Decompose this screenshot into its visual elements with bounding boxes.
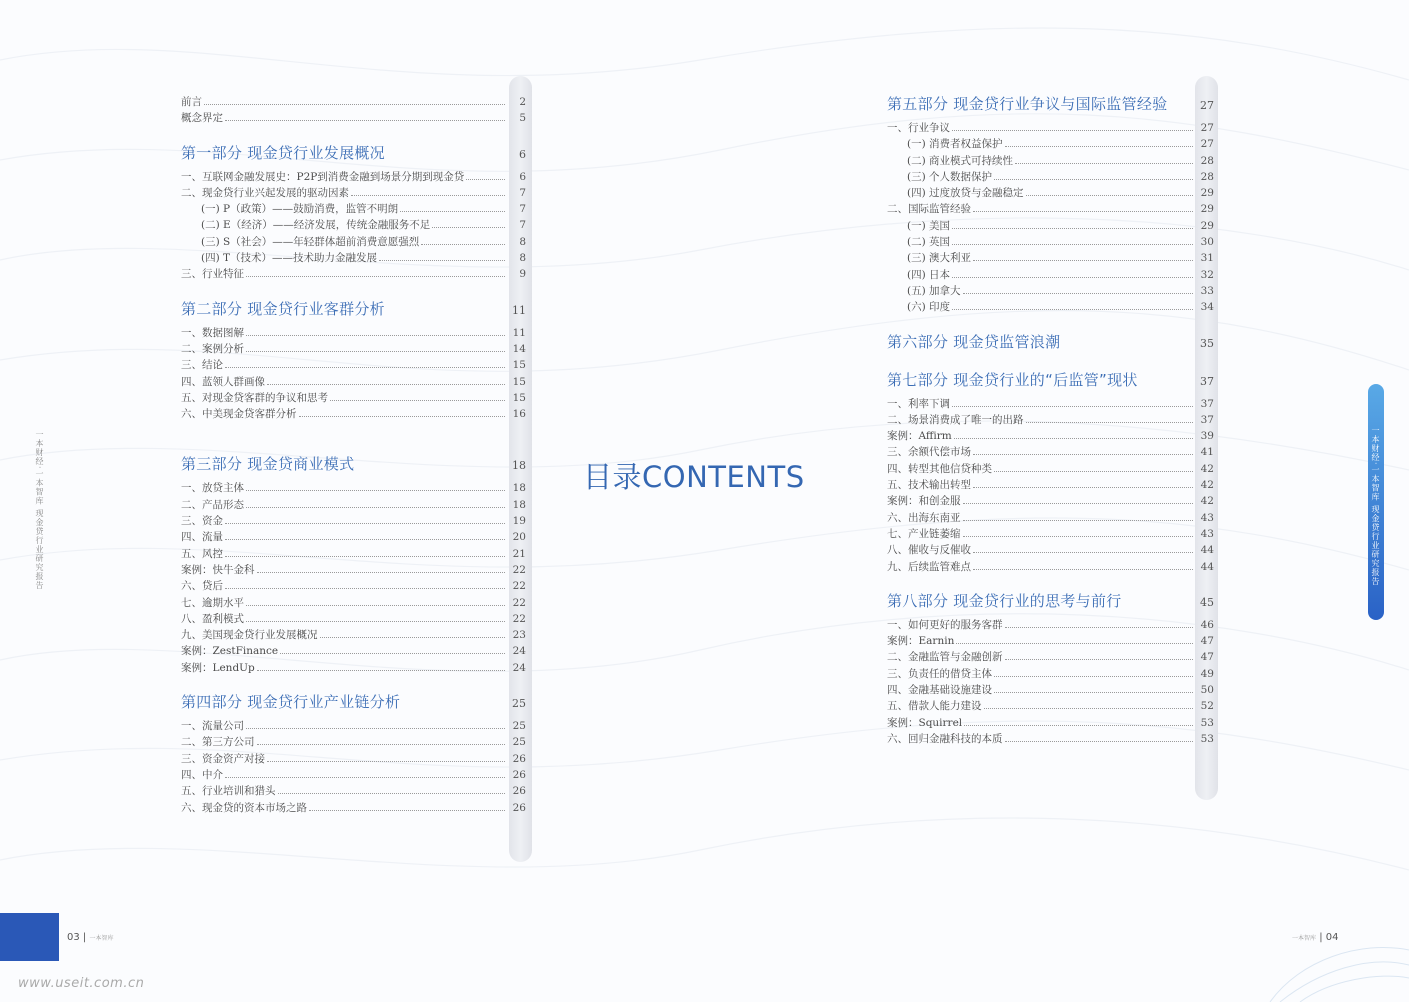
toc-entry[interactable] — [181, 233, 526, 249]
toc-page-number: 39 — [1200, 430, 1214, 443]
toc-entry-title: 案例：Squirrel — [887, 716, 963, 729]
side-vertical-label: 一本财经·一本智库 现金贷行业研究报告 — [35, 430, 44, 591]
dot-leader — [973, 200, 1193, 212]
toc-entry-title: 四、转型其他信贷种类 — [887, 462, 992, 475]
toc-entry-title: 二、案例分析 — [181, 342, 244, 355]
toc-page-number: 34 — [1200, 301, 1214, 314]
toc-page-number: 50 — [1200, 684, 1214, 697]
toc-page-number: 31 — [1200, 252, 1214, 265]
dot-leader — [973, 541, 1193, 553]
toc-entry-title: 三、余额代偿市场 — [887, 446, 971, 459]
toc-page-number: 28 — [1200, 154, 1214, 167]
dot-leader — [379, 249, 505, 261]
toc-entry-title: 三、资金 — [181, 515, 223, 528]
page-title: 目录CONTENTS — [583, 460, 805, 494]
toc-entry[interactable] — [887, 616, 1214, 632]
dot-leader — [952, 298, 1193, 310]
toc-entry[interactable] — [181, 577, 526, 593]
toc-entry-title: 八、催收与反催收 — [887, 544, 971, 557]
toc-entry[interactable] — [181, 659, 526, 675]
toc-entry[interactable] — [887, 509, 1214, 525]
toc-entry-title: 七、逾期水平 — [181, 596, 244, 609]
dot-leader — [1015, 152, 1193, 164]
toc-entry[interactable] — [181, 216, 526, 232]
toc-entry[interactable] — [887, 492, 1214, 508]
dot-leader — [225, 356, 505, 368]
toc-entry[interactable] — [887, 135, 1214, 151]
toc-page-number: 20 — [512, 531, 526, 544]
toc-entry[interactable] — [181, 324, 526, 340]
toc-page-number: 25 — [512, 736, 526, 749]
toc-entry[interactable] — [181, 340, 526, 356]
toc-left-column — [181, 93, 526, 815]
toc-page-number: 6 — [519, 170, 526, 183]
footer-right: 一本智库 | 04 — [1292, 932, 1339, 943]
toc-page-number: 25 — [512, 697, 526, 711]
toc-page-number: 44 — [1200, 544, 1214, 557]
toc-entry-title: 第三部分 现金贷商业模式 — [181, 455, 355, 474]
toc-entry[interactable] — [181, 766, 526, 782]
toc-entry-title: 二、产品形态 — [181, 498, 244, 511]
dot-leader — [994, 681, 1193, 693]
dot-leader — [1005, 648, 1194, 660]
toc-entry[interactable] — [181, 561, 526, 577]
toc-page-number: 6 — [519, 147, 526, 161]
toc-entry[interactable] — [181, 717, 526, 733]
toc-section-heading[interactable] — [181, 142, 526, 164]
toc-entry-title: 八、盈利模式 — [181, 612, 244, 625]
dot-leader — [246, 610, 505, 622]
dot-leader — [963, 509, 1194, 521]
toc-page-number: 14 — [512, 342, 526, 355]
dot-leader — [330, 389, 505, 401]
toc-page-number: 45 — [1200, 595, 1214, 609]
toc-entry-title: 四、中介 — [181, 768, 223, 781]
toc-page-number: 7 — [519, 219, 526, 232]
toc-section-heading[interactable] — [887, 369, 1214, 391]
toc-entry[interactable] — [181, 594, 526, 610]
dot-leader — [1005, 730, 1194, 742]
dot-leader — [280, 642, 505, 654]
toc-entry[interactable] — [181, 626, 526, 642]
dot-leader — [984, 697, 1194, 709]
toc-entry[interactable] — [887, 298, 1214, 314]
toc-entry[interactable] — [181, 496, 526, 512]
toc-entry[interactable] — [887, 282, 1214, 298]
toc-entry[interactable] — [887, 249, 1214, 265]
toc-page-number: 29 — [1200, 187, 1214, 200]
dot-leader — [257, 561, 506, 573]
toc-entry[interactable] — [887, 266, 1214, 282]
toc-entry[interactable] — [887, 632, 1214, 648]
toc-entry-title: 第七部分 现金贷行业的“后监管”现状 — [887, 370, 1138, 389]
toc-section-heading[interactable] — [181, 691, 526, 713]
dot-leader — [278, 782, 506, 794]
toc-entry-title: 二、场景消费成了唯一的出路 — [887, 413, 1024, 426]
toc-entry-title: 九、美国现金贷行业发展概况 — [181, 629, 318, 642]
toc-entry[interactable] — [887, 730, 1214, 746]
toc-entry-title: (三) S（社会）——年轻群体超前消费意愿强烈 — [201, 235, 420, 248]
toc-page-number: 30 — [1200, 236, 1214, 249]
footer-right-brand: 一本智库 — [1292, 935, 1317, 942]
toc-entry[interactable] — [181, 200, 526, 216]
toc-entry-title: (一) 消费者权益保护 — [907, 138, 1003, 151]
toc-entry[interactable] — [887, 184, 1214, 200]
toc-entry-title: (三) 个人数据保护 — [907, 170, 993, 183]
toc-entry-title: (二) E（经济）——经济发展，传统金融服务不足 — [201, 219, 431, 232]
dot-leader — [963, 525, 1194, 537]
dot-leader — [309, 799, 505, 811]
dot-leader — [257, 733, 506, 745]
toc-entry-title: 五、对现金贷客群的争议和思考 — [181, 391, 328, 404]
toc-page-number: 37 — [1200, 397, 1214, 410]
toc-entry-title: (二) 商业模式可持续性 — [907, 154, 1014, 167]
toc-page-number: 43 — [1200, 511, 1214, 524]
dot-leader — [963, 492, 1194, 504]
dot-leader — [952, 217, 1193, 229]
toc-entry[interactable] — [181, 109, 526, 125]
toc-entry-title: 案例：Affirm — [887, 430, 952, 443]
toc-entry[interactable] — [887, 697, 1214, 713]
toc-page-number: 9 — [519, 268, 526, 281]
dot-leader — [267, 750, 505, 762]
toc-entry-title: 一、流量公司 — [181, 720, 244, 733]
dot-leader — [952, 266, 1193, 278]
dot-leader — [246, 496, 505, 508]
toc-page-number: 15 — [512, 391, 526, 404]
dot-leader — [246, 594, 505, 606]
dot-leader — [225, 512, 505, 524]
toc-entry-title: (六) 印度 — [907, 301, 951, 314]
toc-entry[interactable] — [181, 528, 526, 544]
dot-leader — [964, 714, 1193, 726]
toc-page-number: 22 — [512, 563, 526, 576]
toc-entry-title: 六、贷后 — [181, 580, 223, 593]
toc-section-heading[interactable] — [887, 93, 1214, 115]
toc-page-number: 18 — [512, 482, 526, 495]
toc-entry-title: 第四部分 现金贷行业产业链分析 — [181, 693, 401, 712]
footer-right-page: 04 — [1325, 932, 1339, 943]
toc-page-number: 11 — [512, 326, 526, 339]
toc-entry[interactable] — [887, 427, 1214, 443]
dot-leader — [963, 282, 1193, 294]
toc-entry-title: (四) T（技术）——技术助力金融发展 — [201, 252, 378, 265]
toc-page-number: 24 — [512, 645, 526, 658]
toc-entry[interactable] — [887, 714, 1214, 730]
toc-entry[interactable] — [887, 681, 1214, 697]
toc-entry[interactable] — [181, 610, 526, 626]
dot-leader — [466, 168, 505, 180]
dot-leader — [320, 626, 506, 638]
toc-entry-title: 一、数据图解 — [181, 326, 244, 339]
toc-page-number: 44 — [1200, 560, 1214, 573]
toc-entry[interactable] — [181, 373, 526, 389]
watermark: www.useit.com.cn — [18, 976, 145, 991]
toc-entry-title: 第一部分 现金贷行业发展概况 — [181, 143, 385, 162]
corner-square — [0, 913, 59, 961]
toc-page-number: 7 — [519, 203, 526, 216]
toc-entry[interactable] — [887, 411, 1214, 427]
toc-page-number: 26 — [512, 752, 526, 765]
dot-leader — [246, 324, 505, 336]
toc-entry[interactable] — [887, 152, 1214, 168]
toc-page-number: 37 — [1200, 374, 1214, 388]
toc-entry[interactable] — [181, 184, 526, 200]
dot-leader — [225, 109, 505, 121]
toc-page-number: 22 — [512, 596, 526, 609]
toc-entry-title: (五) 加拿大 — [907, 284, 961, 297]
toc-entry-title: (二) 英国 — [907, 236, 951, 249]
toc-entry[interactable] — [181, 642, 526, 658]
dot-leader — [973, 476, 1193, 488]
toc-entry-title: 三、结论 — [181, 359, 223, 372]
toc-page-number: 18 — [512, 459, 526, 473]
footer-left-page: 03 — [67, 932, 80, 943]
toc-page-number: 42 — [1200, 462, 1214, 475]
dot-leader — [225, 577, 505, 589]
toc-page-number: 47 — [1200, 651, 1214, 664]
toc-entry[interactable] — [887, 541, 1214, 557]
toc-entry[interactable] — [181, 512, 526, 528]
toc-entry-title: 九、后续监管难点 — [887, 560, 971, 573]
toc-entry[interactable] — [887, 665, 1214, 681]
dot-leader — [973, 558, 1193, 570]
dot-leader — [351, 184, 505, 196]
toc-entry-title: 四、流量 — [181, 531, 223, 544]
toc-page-number: 53 — [1200, 732, 1214, 745]
toc-page-number: 29 — [1200, 219, 1214, 232]
toc-page-number: 32 — [1200, 268, 1214, 281]
toc-entry[interactable] — [887, 200, 1214, 216]
toc-entry-title: 四、金融基础设施建设 — [887, 684, 992, 697]
dot-leader — [994, 665, 1193, 677]
dot-leader — [956, 632, 1193, 644]
dot-leader — [1026, 184, 1193, 196]
toc-entry-title: 四、蓝领人群画像 — [181, 375, 265, 388]
dot-leader — [225, 528, 505, 540]
toc-entry[interactable] — [181, 93, 526, 109]
dot-leader — [246, 340, 505, 352]
toc-entry-title: 二、现金贷行业兴起发展的驱动因素 — [181, 186, 349, 199]
toc-entry-title: 第六部分 现金贷监管浪潮 — [887, 332, 1061, 351]
toc-page-number: 26 — [512, 801, 526, 814]
toc-page-number: 22 — [512, 580, 526, 593]
toc-entry-title: 案例：LendUp — [181, 661, 255, 674]
toc-page-number: 28 — [1200, 170, 1214, 183]
toc-entry-title: 第五部分 现金贷行业争议与国际监管经验 — [887, 95, 1168, 113]
toc-entry-title: 一、放贷主体 — [181, 482, 244, 495]
footer-left: 03 | 一本智库 — [67, 932, 114, 943]
toc-page-number: 5 — [519, 112, 526, 125]
toc-entry-title: (一) P（政策）——鼓励消费，监管不明朗 — [201, 203, 399, 216]
toc-page-number: 15 — [512, 359, 526, 372]
toc-entry[interactable] — [887, 233, 1214, 249]
toc-entry[interactable] — [887, 395, 1214, 411]
toc-page-number: 21 — [512, 547, 526, 560]
toc-section-heading[interactable] — [887, 590, 1214, 612]
toc-entry-title: 五、技术输出转型 — [887, 479, 971, 492]
toc-entry-title: 二、金融监管与金融创新 — [887, 651, 1003, 664]
toc-entry[interactable] — [887, 119, 1214, 135]
toc-entry[interactable] — [181, 782, 526, 798]
toc-entry[interactable] — [887, 217, 1214, 233]
dot-leader — [246, 265, 505, 277]
dot-leader — [1005, 616, 1194, 628]
toc-page-number: 18 — [512, 498, 526, 511]
toc-entry-title: 三、资金资产对接 — [181, 752, 265, 765]
toc-page-number: 2 — [519, 96, 526, 108]
dot-leader — [973, 443, 1193, 455]
toc-entry[interactable] — [181, 168, 526, 184]
dot-leader — [267, 373, 505, 385]
toc-entry[interactable] — [887, 476, 1214, 492]
toc-entry-title: 一、如何更好的服务客群 — [887, 618, 1003, 631]
toc-entry[interactable] — [181, 405, 526, 421]
toc-entry-title: 案例：和创金服 — [887, 495, 961, 508]
toc-entry[interactable] — [887, 525, 1214, 541]
toc-right-column — [887, 93, 1214, 746]
toc-entry-title: 五、风控 — [181, 547, 223, 560]
toc-section-heading[interactable] — [181, 453, 526, 475]
toc-page-number: 27 — [1200, 99, 1214, 112]
toc-page-number: 46 — [1200, 618, 1214, 631]
toc-entry[interactable] — [181, 799, 526, 815]
toc-entry-title: 六、回归金融科技的本质 — [887, 732, 1003, 745]
toc-entry-title: (三) 澳大利亚 — [907, 252, 972, 265]
toc-page-number: 47 — [1200, 635, 1214, 648]
toc-entry[interactable] — [181, 750, 526, 766]
toc-page-number: 26 — [512, 785, 526, 798]
toc-page-number: 27 — [1200, 122, 1214, 134]
toc-entry-title: 第二部分 现金贷行业客群分析 — [181, 299, 385, 318]
dot-leader — [954, 427, 1193, 439]
toc-page-number: 25 — [512, 720, 526, 733]
toc-section-heading[interactable] — [887, 331, 1214, 353]
toc-page-number: 42 — [1200, 495, 1214, 508]
toc-entry-title: 一、利率下调 — [887, 397, 950, 410]
side-tab — [1368, 384, 1384, 620]
toc-page-number: 8 — [519, 235, 526, 248]
toc-entry-title: 前言 — [181, 96, 202, 108]
toc-entry-title: 六、出海东南亚 — [887, 511, 961, 524]
toc-entry-title: 二、国际监管经验 — [887, 203, 971, 216]
toc-entry[interactable] — [181, 249, 526, 265]
toc-entry-title: 第八部分 现金贷行业的思考与前行 — [887, 591, 1122, 610]
toc-entry-title: (四) 日本 — [907, 268, 951, 281]
toc-entry-title: 案例：Earnin — [887, 635, 955, 648]
dot-leader — [246, 479, 505, 491]
toc-entry-title: (一) 美国 — [907, 219, 951, 232]
dot-leader — [400, 200, 505, 212]
toc-page-number: 33 — [1200, 284, 1214, 297]
dot-leader — [225, 545, 505, 557]
toc-entry[interactable] — [887, 168, 1214, 184]
toc-entry[interactable] — [887, 558, 1214, 574]
dot-leader — [994, 168, 1193, 180]
toc-page-number: 15 — [512, 375, 526, 388]
toc-page-number: 16 — [512, 408, 526, 421]
toc-page-number: 23 — [512, 629, 526, 642]
toc-page-number: 52 — [1200, 700, 1214, 713]
toc-entry[interactable] — [887, 648, 1214, 664]
toc-entry-title: 五、借款人能力建设 — [887, 700, 982, 713]
toc-entry-title: (四) 过度放贷与金融稳定 — [907, 187, 1024, 200]
dot-leader — [1026, 411, 1194, 423]
toc-entry[interactable] — [181, 479, 526, 495]
toc-entry-title: 六、现金贷的资本市场之路 — [181, 801, 307, 814]
dot-leader — [952, 119, 1193, 131]
toc-entry[interactable] — [887, 460, 1214, 476]
toc-entry-title: 七、产业链萎缩 — [887, 527, 961, 540]
toc-page-number: 43 — [1200, 527, 1214, 540]
dot-leader — [246, 717, 505, 729]
toc-page-number: 41 — [1200, 446, 1214, 459]
dot-leader — [421, 233, 505, 245]
dot-leader — [1005, 135, 1193, 147]
toc-entry[interactable] — [887, 443, 1214, 459]
toc-entry-title: 三、行业特征 — [181, 268, 244, 281]
dot-leader — [204, 93, 505, 105]
footer-left-brand: 一本智库 — [89, 935, 114, 942]
toc-section-heading[interactable] — [181, 298, 526, 320]
dot-leader — [225, 766, 505, 778]
toc-entry[interactable] — [181, 733, 526, 749]
toc-entry-title: 五、行业培训和猎头 — [181, 785, 276, 798]
toc-entry-title: 案例：快牛金科 — [181, 563, 255, 576]
toc-page-number: 11 — [512, 303, 526, 317]
side-tab-label: 一本财经·一本智库 现金贷行业研究报告 — [1371, 426, 1380, 587]
toc-page-number: 42 — [1200, 479, 1214, 492]
toc-page-number: 7 — [519, 186, 526, 199]
toc-page-number: 53 — [1200, 716, 1214, 729]
dot-leader — [994, 460, 1193, 472]
dot-leader — [952, 395, 1193, 407]
toc-entry-title: 一、互联网金融发展史：P2P到消费金融到场景分期到现金贷 — [181, 170, 465, 183]
toc-entry[interactable] — [181, 265, 526, 281]
toc-page-number: 24 — [512, 661, 526, 674]
toc-entry-title: 概念界定 — [181, 112, 223, 125]
dot-leader — [257, 659, 505, 671]
toc-entry[interactable] — [181, 389, 526, 405]
toc-entry-title: 二、第三方公司 — [181, 736, 255, 749]
dot-leader — [299, 405, 506, 417]
toc-page-number: 29 — [1200, 203, 1214, 216]
toc-entry-title: 三、负责任的借贷主体 — [887, 667, 992, 680]
toc-page-number: 27 — [1200, 138, 1214, 151]
toc-entry-title: 一、行业争议 — [887, 122, 950, 134]
toc-entry[interactable] — [181, 545, 526, 561]
toc-entry-title: 六、中美现金贷客群分析 — [181, 408, 297, 421]
toc-page-number: 26 — [512, 768, 526, 781]
dot-leader — [952, 233, 1193, 245]
dot-leader — [432, 216, 505, 228]
toc-entry[interactable] — [181, 356, 526, 372]
toc-page-number: 8 — [519, 252, 526, 265]
toc-page-number: 49 — [1200, 667, 1214, 680]
dot-leader — [973, 249, 1193, 261]
toc-page-number: 35 — [1200, 336, 1214, 350]
toc-page-number: 19 — [512, 515, 526, 528]
toc-page-number: 37 — [1200, 413, 1214, 426]
toc-entry-title: 案例：ZestFinance — [181, 645, 279, 658]
toc-page-number: 22 — [512, 612, 526, 625]
